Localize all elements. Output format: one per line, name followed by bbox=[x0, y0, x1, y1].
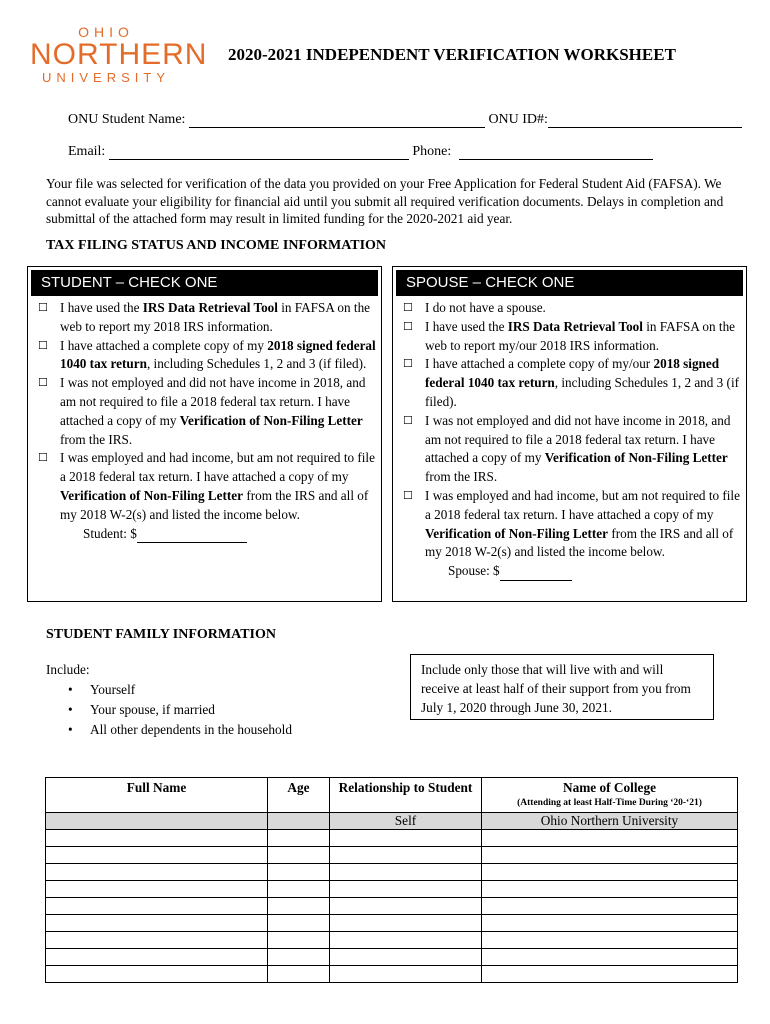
spouse-option-4[interactable]: ☐ I was not employed and did not have income in 2018, and am not required to file a 2018 federal tax return. I have attached a copy of my Verification of Non-Filing Letter from the IRS. bbox=[403, 412, 731, 485]
table-row[interactable] bbox=[46, 847, 738, 864]
tax-section-title: TAX FILING STATUS AND INCOME INFORMATION bbox=[46, 238, 387, 253]
student-income-row bbox=[28, 525, 381, 544]
spouse-income-field[interactable] bbox=[500, 566, 572, 581]
cell-relationship: Self bbox=[330, 813, 482, 830]
checkbox-icon[interactable]: ☐ bbox=[403, 301, 413, 314]
onu-id-label: ONU ID#: bbox=[488, 112, 548, 127]
table-row[interactable] bbox=[46, 898, 738, 915]
logo-line-3: UNIVERSITY bbox=[41, 70, 170, 85]
list-item: • Yourself bbox=[90, 680, 292, 700]
checkbox-icon[interactable]: ☐ bbox=[403, 319, 413, 333]
onu-id-field[interactable] bbox=[548, 113, 742, 128]
student-option-1[interactable]: ☐ I have used the IRS Data Retrieval Tool in FAFSA on the web to report my 2018 IRS information. bbox=[38, 300, 371, 334]
student-name-row bbox=[68, 112, 742, 128]
table-row[interactable] bbox=[46, 966, 738, 983]
spouse-income-row bbox=[393, 562, 746, 581]
checkbox-icon[interactable]: ☐ bbox=[38, 376, 48, 390]
spouse-check-box bbox=[392, 266, 747, 602]
logo-line-1: OHIO bbox=[78, 24, 134, 40]
col-header-college: Name of College (Attending at least Half-Time During ‘20-‘21) bbox=[482, 778, 738, 813]
intro-paragraph: Your file was selected for verification of the data you provided on your Free Application for Federal Student Aid (FAFSA). We cannot evaluate your eligibility for financial aid until you submit all required verification documents. Delays in completion and submittal of the attached form may result in limited funding for the 2020-2021 aid year. bbox=[46, 176, 724, 226]
email-row bbox=[68, 144, 653, 160]
cell-name[interactable] bbox=[46, 813, 268, 830]
spouse-option-1[interactable]: ☐ I do not have a spouse. bbox=[393, 299, 746, 318]
note-box: Include only those that will live with and will receive at least half of their support from you from July 1, 2020 through June 30, 2021. bbox=[410, 654, 714, 720]
spouse-option-5[interactable]: ☐ I was employed and had income, but am not required to file a 2018 federal tax return. I have attached a copy of my Verification of Non-Filing Letter from the IRS and all of my 2018 W-2(s) and listed the income below. bbox=[403, 487, 740, 560]
spouse-income-label: Spouse: $ bbox=[448, 563, 500, 579]
student-check-box bbox=[27, 266, 382, 602]
include-label: Include: bbox=[46, 662, 90, 677]
include-list bbox=[46, 660, 292, 740]
spouse-option-2[interactable]: ☐ I have used the IRS Data Retrieval Tool in FAFSA on the web to report my/our 2018 IRS information. bbox=[403, 318, 736, 353]
table-header-row bbox=[46, 778, 738, 813]
checkbox-icon[interactable]: ☐ bbox=[403, 488, 413, 502]
email-label: Email: bbox=[68, 144, 106, 159]
checkbox-icon[interactable]: ☐ bbox=[38, 451, 48, 465]
col-header-name: Full Name bbox=[46, 778, 268, 813]
col-header-college-sub: (Attending at least Half-Time During ‘20-‘21) bbox=[517, 798, 702, 808]
table-row[interactable] bbox=[46, 949, 738, 966]
table-row[interactable] bbox=[46, 864, 738, 881]
spouse-option-3[interactable]: ☐ I have attached a complete copy of my/our 2018 signed federal 1040 tax return, including Schedules 1, 2 and 3 (if filed). bbox=[403, 356, 740, 409]
table-row[interactable] bbox=[46, 881, 738, 898]
table-row[interactable] bbox=[46, 932, 738, 949]
page-title: 2020-2021 INDEPENDENT VERIFICATION WORKSHEET bbox=[228, 45, 676, 64]
family-section-title: STUDENT FAMILY INFORMATION bbox=[46, 627, 276, 642]
spouse-box-header: SPOUSE – CHECK ONE bbox=[396, 270, 743, 296]
col-header-age: Age bbox=[268, 778, 330, 813]
cell-college: Ohio Northern University bbox=[482, 813, 738, 830]
cell-age[interactable] bbox=[268, 813, 330, 830]
checkbox-icon[interactable]: ☐ bbox=[38, 301, 48, 314]
list-item: • All other dependents in the household bbox=[90, 720, 292, 740]
student-box-header: STUDENT – CHECK ONE bbox=[31, 270, 378, 296]
student-option-3[interactable]: ☐ I was not employed and did not have income in 2018, and am not required to file a 2018 federal tax return. I have attached a copy of my Verification of Non-Filing Letter from the IRS. bbox=[38, 375, 366, 447]
logo-line-2: NORTHERN bbox=[30, 38, 208, 71]
table-row[interactable] bbox=[46, 915, 738, 932]
email-field[interactable] bbox=[109, 145, 409, 160]
student-income-field[interactable] bbox=[137, 528, 247, 543]
university-logo bbox=[30, 24, 208, 86]
checkbox-icon[interactable]: ☐ bbox=[403, 357, 413, 371]
student-name-field[interactable] bbox=[189, 113, 485, 128]
student-option-2[interactable]: ☐ I have attached a complete copy of my 2018 signed federal 1040 tax return, including Schedules 1, 2 and 3 (if filed). bbox=[38, 337, 376, 372]
phone-label: Phone: bbox=[412, 144, 452, 159]
table-row-self bbox=[46, 813, 738, 830]
list-item: • Your spouse, if married bbox=[90, 700, 292, 720]
student-name-label: ONU Student Name: bbox=[68, 112, 186, 127]
student-option-4[interactable]: ☐ I was employed and had income, but am not required to file a 2018 federal tax return. I have attached a copy of my Verification of Non-Filing Letter from the IRS and all of my 2018 W-2(s) and listed the income below. bbox=[38, 450, 375, 522]
phone-field[interactable] bbox=[459, 145, 653, 160]
col-header-relationship: Relationship to Student bbox=[330, 778, 482, 813]
checkbox-icon[interactable]: ☐ bbox=[403, 413, 413, 427]
table-row[interactable] bbox=[46, 830, 738, 847]
checkbox-icon[interactable]: ☐ bbox=[38, 338, 48, 352]
student-income-label: Student: $ bbox=[83, 525, 137, 541]
family-table bbox=[45, 777, 738, 983]
